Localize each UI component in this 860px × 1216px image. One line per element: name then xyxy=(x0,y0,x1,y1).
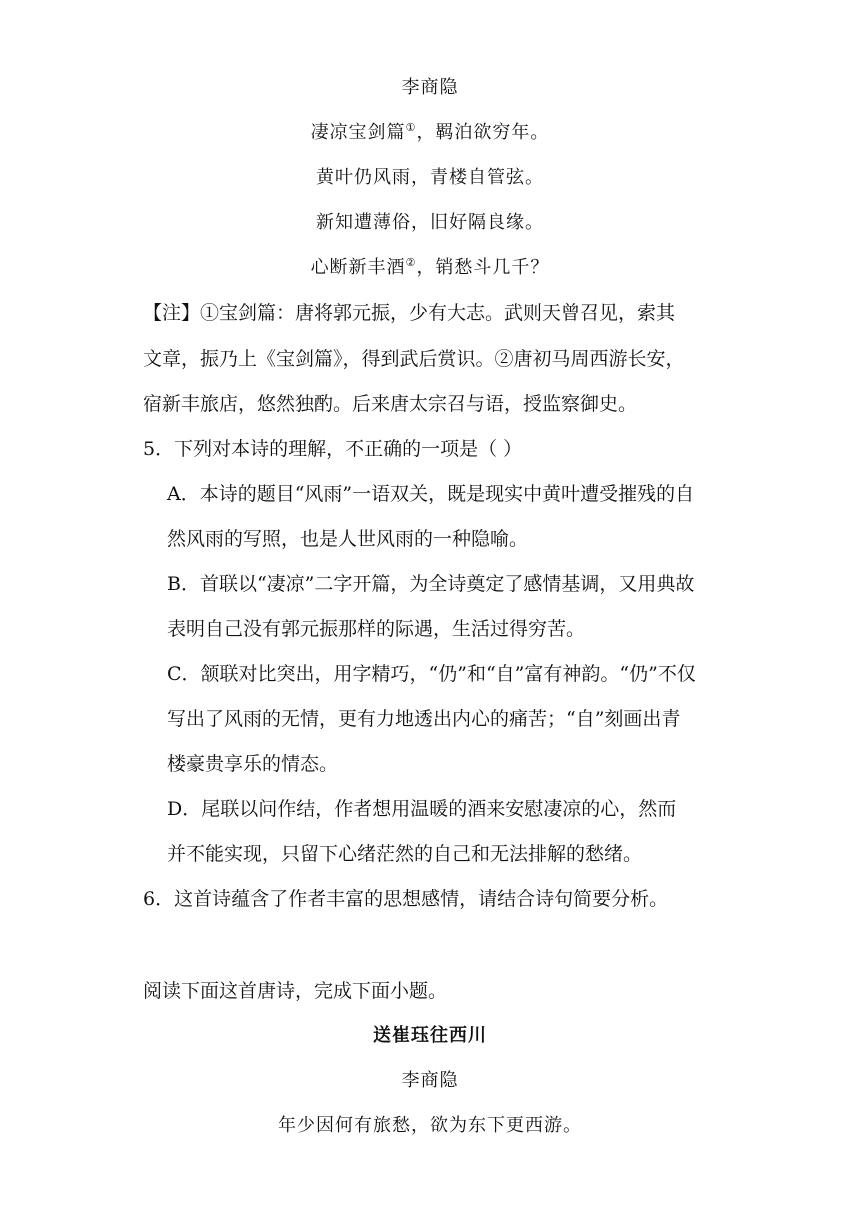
footnote-marker-2: ② xyxy=(405,256,417,269)
note-line-3: 宿新丰旅店，悠然独酌。后来唐太宗召与语，授监察御史。 xyxy=(143,393,638,415)
note-line-2: 文章，振乃上《宝剑篇》，得到武后赏识。②唐初马周西游长安， xyxy=(143,348,685,370)
poem-line-4 xyxy=(0,256,860,280)
poem-2-line-1: 年少因何有旅愁，欲为东下更西游。 xyxy=(278,1115,582,1136)
poem-line-1 xyxy=(0,121,860,145)
option-c-line-2: 写出了风雨的无情，更有力地透出内心的痛苦；“自”刻画出青 xyxy=(167,708,681,730)
poem-line-2: 黄叶仍风雨，青楼自管弦。 xyxy=(316,167,544,188)
option-b-line-2: 表明自己没有郭元振那样的际遇，生活过得穷苦。 xyxy=(167,618,586,640)
option-d-line-1: D．尾联以问作结，作者想用温暖的酒来安慰凄凉的心，然而 xyxy=(167,798,677,820)
poem-line-3: 新知遭薄俗，旧好隔良缘。 xyxy=(316,212,544,233)
option-d-line-2: 并不能实现，只留下心绪茫然的自己和无法排解的愁绪。 xyxy=(167,843,643,865)
option-c-line-3: 楼豪贵享乐的情态。 xyxy=(167,753,339,775)
option-b-line-1: B．首联以“凄凉”二字开篇，为全诗奠定了感情基调，又用典故 xyxy=(167,573,695,595)
option-a-line-1: A．本诗的题目“风雨”一语双关，既是现实中黄叶遭受摧残的自 xyxy=(167,483,695,505)
option-a-line-2: 然风雨的写照，也是人世风雨的一种隐喻。 xyxy=(167,528,529,550)
note-line-1: 【注】①宝剑篇：唐将郭元振，少有大志。武则天曾召见，索其 xyxy=(143,302,676,324)
poem-line-1-rest: ，羁泊欲穷年。 xyxy=(416,122,550,143)
poem-2-title: 送崔珏往西川 xyxy=(373,1025,487,1046)
poem-line-4-text: 心断新丰酒 xyxy=(310,257,406,278)
poem-author: 李商隐 xyxy=(401,77,459,98)
question-5-stem: 5．下列对本诗的理解，不正确的一项是（ ） xyxy=(143,438,523,460)
poem-line-4-rest: ，销愁斗几千？ xyxy=(416,257,550,278)
footnote-marker-1: ① xyxy=(405,121,417,134)
poem-2-author: 李商隐 xyxy=(401,1070,459,1091)
option-c-line-1: C．颔联对比突出，用字精巧，“仍”和“自”富有神韵。“仍”不仅 xyxy=(167,663,696,685)
question-6-stem: 6．这首诗蕴含了作者丰富的思想感情，请结合诗句简要分析。 xyxy=(143,888,669,910)
section-instruction: 阅读下面这首唐诗，完成下面小题。 xyxy=(143,980,448,1002)
poem-line-1-text: 凄凉宝剑篇 xyxy=(310,122,406,143)
